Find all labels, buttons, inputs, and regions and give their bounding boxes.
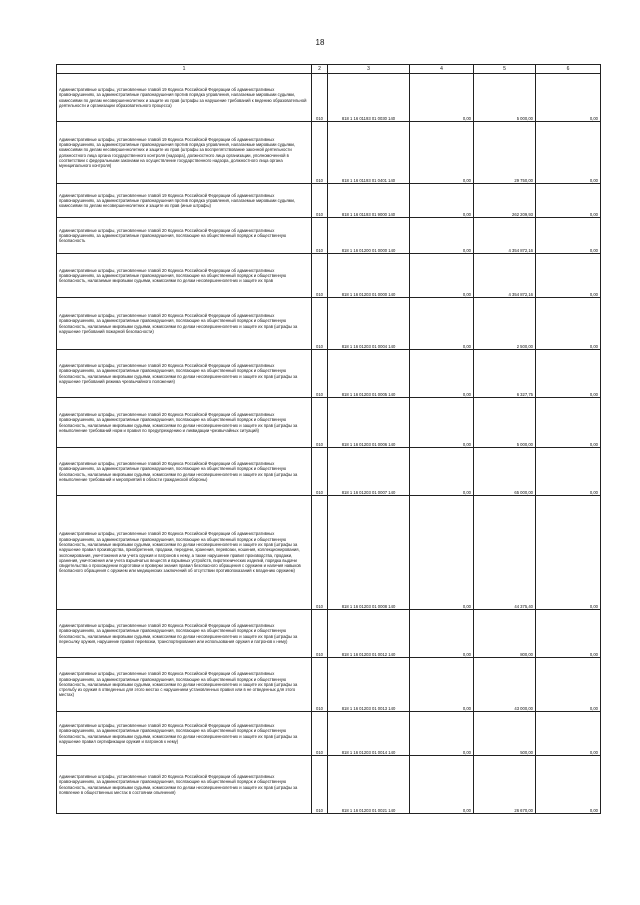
table-header-row [57,65,601,74]
row-description: Административные штрафы, установленные главой 20 Кодекса Российской Федерации об административных правонарушениях, за административные правонарушения, посягающие на общественный порядок и общественную безопасность, налагаемые мировыми судьями, комиссиями по делам несовершеннолетних и защите их прав (штрафы за нарушение требований режима чрезвычайного положения) [57,350,312,398]
row-value-col6: 0,00 [536,398,601,448]
row-value-col5: 26 670,00 [474,756,536,814]
row-budget-code: 818 1 16 01203 01 0013 140 [328,658,410,712]
row-description: Административные штрафы, установленные главой 20 Кодекса Российской Федерации об административных правонарушениях, за административные правонарушения, посягающие на общественный порядок и общественную безопасность, налагаемые мировыми судьями, комиссиями по делам несовершеннолетних и защите их прав (штрафы за появление в общественных местах в состоянии опьянения) [57,756,312,814]
row-value-col6: 0,00 [536,610,601,658]
table-row [57,448,601,496]
row-line-code: 010 [312,610,328,658]
row-value-col6: 0,00 [536,496,601,610]
row-line-code: 010 [312,496,328,610]
table-body [57,74,601,814]
row-value-col5: 5 000,00 [474,74,536,122]
row-line-code: 010 [312,398,328,448]
row-line-code: 010 [312,298,328,350]
row-description: Административные штрафы, установленные главой 20 Кодекса Российской Федерации об административных правонарушениях, за административные правонарушения, посягающие на общественный порядок и общественную безопасность, налагаемые мировыми судьями, комиссиями по делам несовершеннолетних и защите их прав [57,254,312,298]
row-line-code: 010 [312,658,328,712]
row-value-col6: 0,00 [536,658,601,712]
row-value-col4: 0,00 [410,218,474,254]
row-description: Административные штрафы, установленные главой 20 Кодекса Российской Федерации об административных правонарушениях, за административные правонарушения, посягающие на общественный порядок и общественную безопасность, налагаемые мировыми судьями, комиссиями по делам несовершеннолетних и защите их прав (штрафы за невыполнение требований норм и правил по предупреждению и ликвидации чрезвычайных ситуаций) [57,398,312,448]
row-description: Административные штрафы, установленные главой 20 Кодекса Российской Федерации об административных правонарушениях, за административные правонарушения, посягающие на общественный порядок и общественную безопасность, налагаемые мировыми судьями, комиссиями по делам несовершеннолетних и защите их прав (штрафы за невыполнение требований и мероприятий в области гражданской обороны) [57,448,312,496]
row-line-code: 010 [312,756,328,814]
column-header: 5 [474,65,536,74]
table-row [57,658,601,712]
row-budget-code: 818 1 16 01193 01 0030 140 [328,74,410,122]
row-budget-code: 818 1 16 01203 01 0000 140 [328,254,410,298]
table-row [57,218,601,254]
column-header: 4 [410,65,474,74]
row-line-code: 010 [312,712,328,756]
row-line-code: 010 [312,254,328,298]
table-row [57,350,601,398]
row-value-col6: 0,00 [536,712,601,756]
row-budget-code: 818 1 16 01203 01 0007 140 [328,448,410,496]
row-value-col4: 0,00 [410,398,474,448]
row-value-col4: 0,00 [410,658,474,712]
row-budget-code: 818 1 16 01203 01 0014 140 [328,712,410,756]
row-description: Административные штрафы, установленные главой 20 Кодекса Российской Федерации об административных правонарушениях, за административные правонарушения, посягающие на общественный порядок и общественную безопасность [57,218,312,254]
row-description: Административные штрафы, установленные главой 19 Кодекса Российской Федерации об административных правонарушениях, за административные правонарушения против порядка управления, налагаемые мировыми судьями, комиссиями по делам несовершеннолетних и защите их прав (штрафы за воспрепятствование законной деятельности должностного лица органа государственного контроля (надзора), должностного лица организации, уполномоченной в соответствии с федеральными законами на осуществление государственного надзора, должностного лица органа муниципального контроля) [57,122,312,184]
row-line-code: 010 [312,184,328,218]
row-value-col5: 800,00 [474,610,536,658]
row-value-col6: 0,00 [536,756,601,814]
row-value-col6: 0,00 [536,218,601,254]
row-value-col5: 29 750,00 [474,122,536,184]
row-description: Административные штрафы, установленные главой 19 Кодекса Российской Федерации об административных правонарушениях, за административные правонарушения против порядка управления, налагаемые мировыми судьями, комиссиями по делам несовершеннолетних и защите их прав (штрафы за нарушение требований к ведению образовательной деятельности и организации образовательного процесса) [57,74,312,122]
row-value-col5: 44 375,40 [474,496,536,610]
row-value-col5: 43 000,00 [474,658,536,712]
row-budget-code: 818 1 16 01203 01 0006 140 [328,398,410,448]
row-value-col4: 0,00 [410,254,474,298]
row-value-col6: 0,00 [536,350,601,398]
row-value-col4: 0,00 [410,756,474,814]
row-value-col4: 0,00 [410,74,474,122]
column-header: 2 [312,65,328,74]
row-value-col5: 4 354 872,16 [474,254,536,298]
table-row [57,756,601,814]
column-header: 3 [328,65,410,74]
row-description: Административные штрафы, установленные главой 20 Кодекса Российской Федерации об административных правонарушениях, за административные правонарушения, посягающие на общественный порядок и общественную безопасность, налагаемые мировыми судьями, комиссиями по делам несовершеннолетних и защите их прав (штрафы за нарушение правил сертификации оружия и патронов к нему) [57,712,312,756]
row-value-col4: 0,00 [410,122,474,184]
row-value-col6: 0,00 [536,448,601,496]
table-row [57,254,601,298]
row-value-col4: 0,00 [410,712,474,756]
row-budget-code: 818 1 16 01203 01 0021 140 [328,756,410,814]
row-value-col5: 500,00 [474,712,536,756]
row-description: Административные штрафы, установленные главой 20 Кодекса Российской Федерации об административных правонарушениях, за административные правонарушения, посягающие на общественный порядок и общественную безопасность, налагаемые мировыми судьями, комиссиями по делам несовершеннолетних и защите их прав (штрафы за нарушение требований пожарной безопасности) [57,298,312,350]
row-budget-code: 818 1 16 01203 01 0005 140 [328,350,410,398]
page-number: 18 [315,38,325,47]
row-description: Административные штрафы, установленные главой 19 Кодекса Российской Федерации об административных правонарушениях, за административные правонарушения против порядка управления, налагаемые мировыми судьями, комиссиями по делам несовершеннолетних и защите их прав (иные штрафы) [57,184,312,218]
row-budget-code: 818 1 16 01200 01 0000 140 [328,218,410,254]
row-value-col4: 0,00 [410,610,474,658]
row-value-col4: 0,00 [410,448,474,496]
row-line-code: 010 [312,350,328,398]
row-budget-code: 818 1 16 01193 01 9000 140 [328,184,410,218]
row-value-col4: 0,00 [410,298,474,350]
row-budget-code: 818 1 16 01203 01 0012 140 [328,610,410,658]
row-description: Административные штрафы, установленные главой 20 Кодекса Российской Федерации об административных правонарушениях, за административные правонарушения, посягающие на общественный порядок и общественную безопасность, налагаемые мировыми судьями, комиссиями по делам несовершеннолетних и защите их прав (штрафы за стрельбу из оружия в отведенных для этого местах с нарушением установленных правил или в не отведенных для этого местах) [57,658,312,712]
row-value-col5: 262 209,93 [474,184,536,218]
column-header: 1 [57,65,312,74]
row-value-col4: 0,00 [410,496,474,610]
table-row [57,610,601,658]
row-value-col6: 0,00 [536,184,601,218]
table-row [57,398,601,448]
row-line-code: 010 [312,122,328,184]
row-value-col4: 0,00 [410,184,474,218]
row-value-col5: 2 500,00 [474,298,536,350]
table-row [57,184,601,218]
row-line-code: 010 [312,448,328,496]
row-budget-code: 818 1 16 01193 01 0401 140 [328,122,410,184]
table-row [57,496,601,610]
row-value-col5: 5 000,00 [474,398,536,448]
table-row [57,298,601,350]
row-line-code: 010 [312,74,328,122]
row-value-col6: 0,00 [536,298,601,350]
row-description: Административные штрафы, установленные главой 20 Кодекса Российской Федерации об административных правонарушениях, за административные правонарушения, посягающие на общественный порядок и общественную безопасность, налагаемые мировыми судьями, комиссиями по делам несовершеннолетних и защите их прав (штрафы за нарушение правил производства, приобретения, продажи, передачи, хранения, перевозки, ношения, коллекционирования, экспонирования, уничтожения или учета оружия и патронов к нему, а также нарушение правил производства, продажи, хранения, уничтожения или учета взрывчатых веществ и взрывных устройств, пиротехнических изделий, порядка выдачи свидетельства о прохождении подготовки и проверки знания правил безопасного обращения с оружием и наличия навыков безопасного обращения с оружием или медицинских заключений об отсутствии противопоказаний к владению оружием) [57,496,312,610]
row-value-col4: 0,00 [410,350,474,398]
column-header: 6 [536,65,601,74]
row-line-code: 010 [312,218,328,254]
table-row [57,712,601,756]
table-row [57,122,601,184]
row-budget-code: 818 1 16 01203 01 0004 140 [328,298,410,350]
row-value-col5: 65 000,00 [474,448,536,496]
row-value-col6: 0,00 [536,122,601,184]
row-value-col5: 4 354 872,16 [474,218,536,254]
row-value-col5: 6 327,75 [474,350,536,398]
row-value-col6: 0,00 [536,254,601,298]
row-value-col6: 0,00 [536,74,601,122]
revenue-report-table [56,64,601,814]
table-row [57,74,601,122]
row-budget-code: 818 1 16 01203 01 0008 140 [328,496,410,610]
row-description: Административные штрафы, установленные главой 20 Кодекса Российской Федерации об административных правонарушениях, за административные правонарушения, посягающие на общественный порядок и общественную безопасность, налагаемые мировыми судьями, комиссиями по делам несовершеннолетних и защите их прав (штрафы за пересылку оружия, нарушение правил перевозки, транспортирования или использования оружия и патронов к нему) [57,610,312,658]
